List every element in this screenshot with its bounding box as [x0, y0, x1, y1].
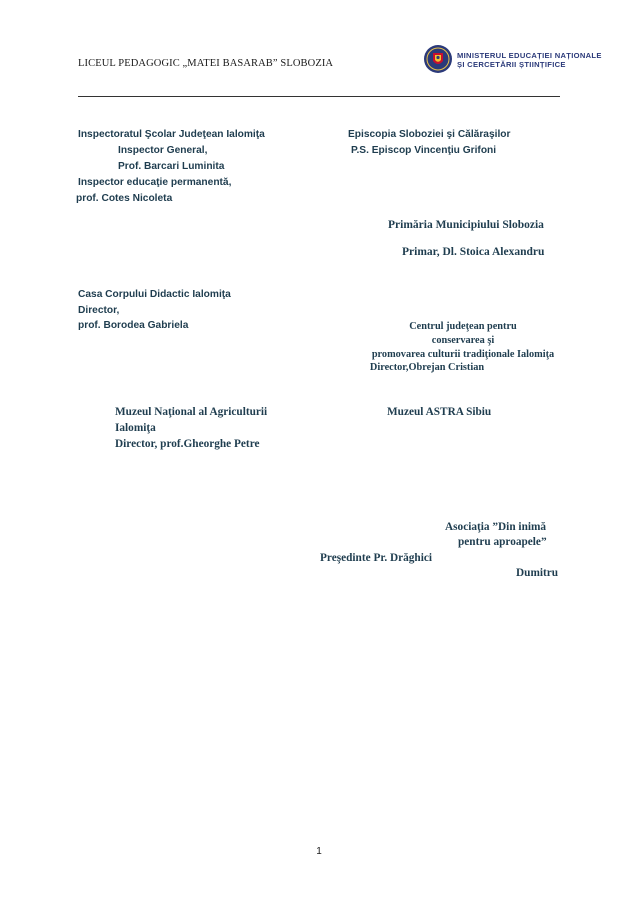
isj-role-inspector-educatie: Inspector educaţie permanentă,: [78, 177, 232, 188]
ministry-name-line2: ȘI CERCETĂRII ȘTIINȚIFICE: [457, 59, 566, 69]
centrul-line1: Centrul judeţean pentru: [409, 321, 517, 332]
muzeul-agri-location: Ialomiţa: [115, 422, 156, 434]
asociatia-name-line1: Asociaţia ”Din inimă: [445, 521, 547, 533]
ministry-name-line1: MINISTERUL EDUCAȚIEI NAȚIONALE: [457, 51, 602, 60]
isj-role-inspector-general: Inspector General,: [118, 145, 208, 156]
isj-name: Inspectoratul Şcolar Judeţean Ialomiţa: [78, 129, 265, 140]
episcopia-bishop: P.S. Episcop Vincenţiu Grifoni: [351, 145, 497, 156]
episcopia-name: Episcopia Sloboziei şi Călăraşilor: [348, 129, 511, 140]
header-divider: [78, 96, 560, 97]
centrul-line2: conservarea şi: [431, 335, 495, 346]
asociatia-president-surname: Dumitru: [516, 567, 559, 579]
muzeul-agri-director: Director, prof.Gheorghe Petre: [115, 438, 260, 450]
centrul-director: Director,Obrejan Cristian: [369, 362, 485, 373]
school-header-title: LICEUL PEDAGOGIC „MATEI BASARAB” SLOBOZIA: [78, 58, 334, 69]
primaria-name: Primăria Municipiului Slobozia: [388, 219, 544, 231]
ccd-role: Director,: [78, 305, 120, 316]
ccd-director-name: prof. Borodea Gabriela: [78, 320, 189, 331]
astra-name: Muzeul ASTRA Sibiu: [387, 406, 492, 418]
page-number: 1: [316, 846, 322, 857]
muzeul-agri-name: Muzeul Naţional al Agriculturii: [115, 406, 268, 418]
ministry-seal-icon: [423, 44, 453, 79]
primaria-mayor: Primar, Dl. Stoica Alexandru: [402, 246, 545, 258]
isj-inspector-general-name: Prof. Barcari Luminita: [118, 161, 225, 172]
isj-inspector-educatie-name: prof. Cotes Nicoleta: [76, 193, 173, 204]
ministry-name: [457, 52, 602, 69]
asociatia-name-line2: pentru aproapele”: [458, 536, 547, 548]
ccd-name: Casa Corpului Didactic Ialomiţa: [78, 289, 231, 300]
centrul-line3: promovarea culturii tradiţionale Ialomiţa: [371, 349, 555, 360]
asociatia-president: Preşedinte Pr. Drăghici: [320, 552, 433, 564]
